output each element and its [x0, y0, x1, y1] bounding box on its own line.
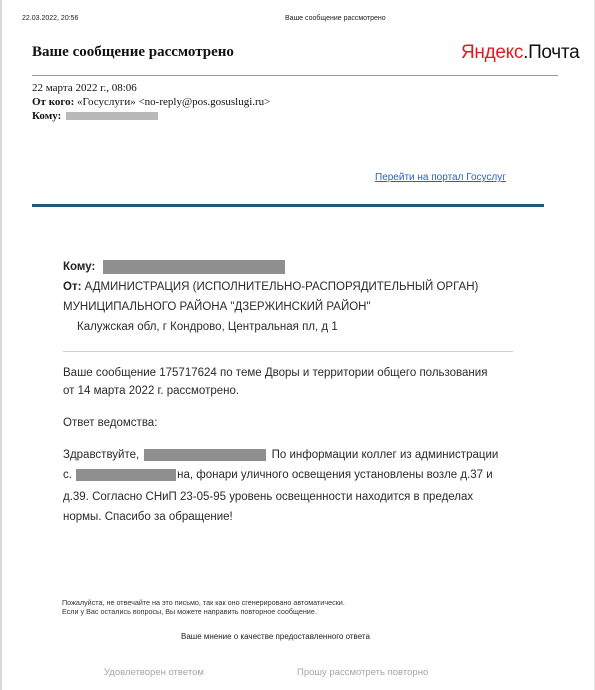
answer-line2: [63, 464, 493, 486]
auto-reply-note-line2: Если у Вас остались вопросы, Вы можете направить повторное сообщение.: [62, 607, 317, 616]
answer-label: Ответ ведомства:: [63, 417, 158, 429]
message-from-line2: МУНИЦИПАЛЬНОГО РАЙОНА "ДЗЕРЖИНСКИЙ РАЙОН": [63, 301, 371, 313]
message-from-line1: АДМИНИСТРАЦИЯ (ИСПОЛНИТЕЛЬНО-РАСПОРЯДИТЕЛЬНЫЙ ОРГАН): [84, 281, 479, 293]
auto-reply-note-line1: Пожалуйста, не отвечайте на это письмо, так как оно сгенерировано автоматически.: [62, 598, 345, 607]
print-datetime: 22.03.2022, 20:56: [22, 15, 79, 22]
reconsider-button[interactable]: Прошу рассмотреть повторно: [297, 667, 429, 678]
greeting-text: Здравствуйте,: [63, 449, 140, 461]
page-border-left: [0, 0, 2, 690]
answer-line1: [63, 444, 498, 466]
message-address: Калужская обл, г Кондрово, Центральная пл, д 1: [77, 321, 338, 333]
redacted-recipient-name: [103, 260, 285, 274]
logo-yandex-text: Яндекс: [461, 42, 524, 63]
email-date: 22 марта 2022 г., 08:06: [32, 82, 137, 94]
email-from-label: От кого:: [32, 96, 75, 108]
header-divider: [32, 75, 558, 76]
feedback-title: Ваше мнение о качестве предоставленного ответа: [181, 632, 370, 641]
message-to-label: Кому:: [63, 261, 96, 273]
message-to-row: [63, 256, 285, 278]
email-from-row: [32, 95, 270, 109]
message-from-row: [63, 276, 478, 298]
gosuslugi-portal-link[interactable]: Перейти на портал Госуслуг: [375, 172, 506, 183]
status-line2: от 14 марта 2022 г. рассмотрено.: [63, 385, 240, 397]
status-line1: Ваше сообщение 175717624 по теме Дворы и территории общего пользования: [63, 367, 488, 379]
email-to-label: Кому:: [32, 110, 62, 122]
redacted-recipient-email: [66, 112, 158, 120]
logo-pochta-text: Почта: [528, 42, 580, 63]
message-divider: [63, 351, 513, 352]
answer-line4: нормы. Спасибо за обращение!: [63, 511, 233, 523]
redacted-village-name: [76, 469, 176, 481]
message-from-label: От:: [63, 281, 82, 293]
satisfied-button[interactable]: Удовлетворен ответом: [104, 667, 204, 678]
yandex-mail-logo[interactable]: Яндекс.Почта: [461, 42, 580, 63]
print-page-title: Ваше сообщение рассмотрено: [285, 15, 386, 22]
email-from-value: «Госуслуги» <no-reply@pos.gosuslugi.ru>: [77, 96, 271, 108]
email-subject: Ваше сообщение рассмотрено: [32, 44, 234, 60]
answer-line1-tail: По информации коллег из администрации: [271, 449, 499, 461]
answer-line2-tail: на, фонари уличного освещения установлены возле д.37 и: [177, 469, 493, 481]
answer-line3: д.39. Согласно СНиП 23-05-95 уровень освещенности находится в пределах: [63, 491, 474, 503]
email-to-row: [32, 109, 158, 123]
answer-line2-head: с.: [63, 469, 72, 481]
blue-divider-bar: [32, 204, 544, 207]
redacted-addressee-name: [144, 449, 266, 461]
